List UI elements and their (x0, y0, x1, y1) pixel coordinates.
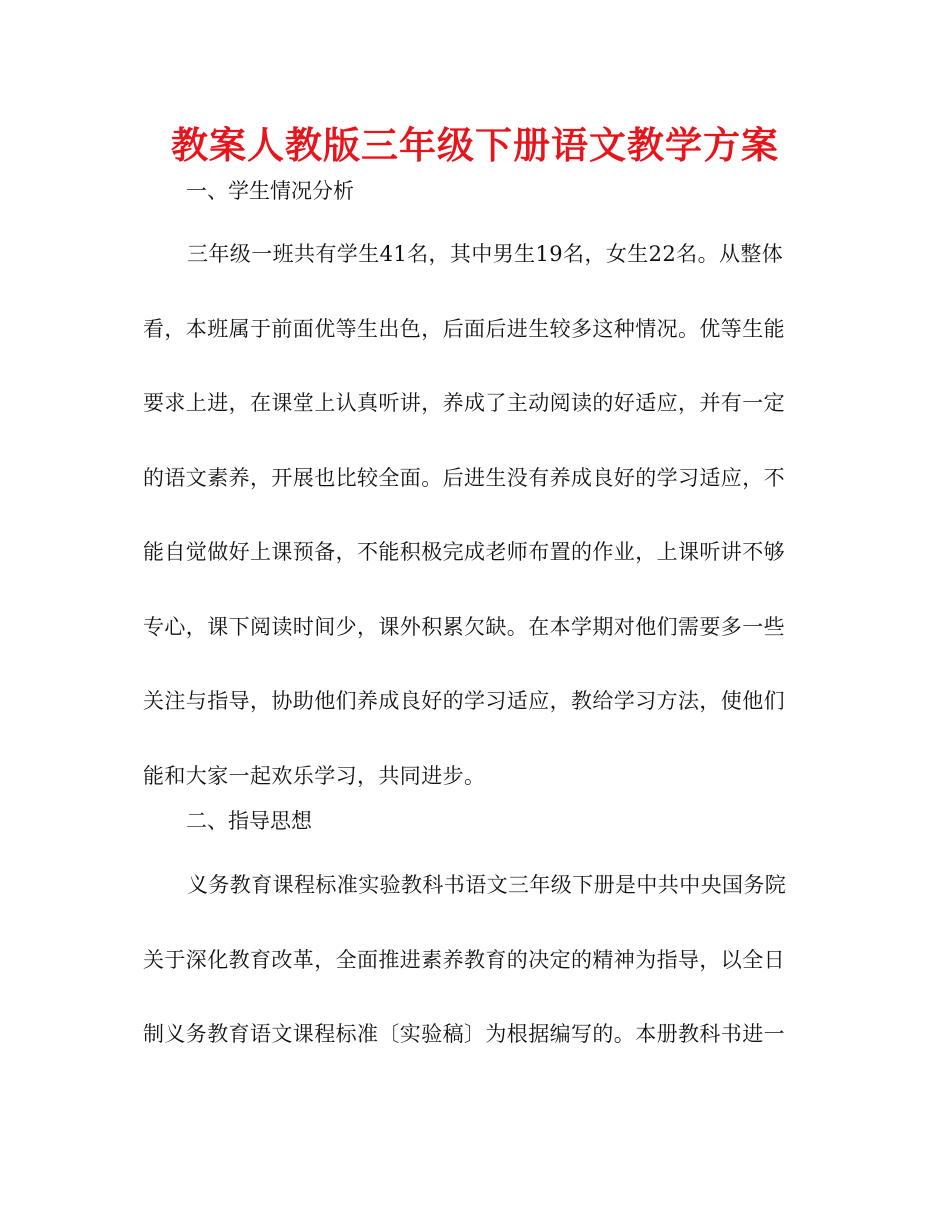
section-heading-student-analysis: 一、学生情况分析 (186, 179, 354, 203)
section-paragraph-guiding-thought: 义务教育课程标准实验教科书语文三年级下册是中共中央国务院关于深化教育改革，全面推进素养教育的决定的精神为指导，以全日制义务教育语文课程标准〔实验稿〕为根据编写的。本册教科书进一 (143, 873, 787, 1046)
section-heading-guiding-thought: 二、指导思想 (186, 809, 312, 833)
section-paragraph-student-analysis: 三年级一班共有学生41名，其中男生19名，女生22名。从整体看，本班属于前面优等生出色，后面后进生较多这种情况。优等生能要求上进，在课堂上认真听讲，养成了主动阅读的好适应，并有一定的语文素养，开展也比较全面。后进生没有养成良好的学习适应，不能自觉做好上课预备，不能积极完成老师布置的作业，上课听讲不够专心，课下阅读时间少，课外积累欠缺。在本学期对他们需要多一些关注与指导，协助他们养成良好的学习适应，教给学习方法，使他们能和大家一起欢乐学习，共同进步。 (143, 242, 785, 788)
document-title: 教案人教版三年级下册语文教学方案 (171, 124, 779, 167)
